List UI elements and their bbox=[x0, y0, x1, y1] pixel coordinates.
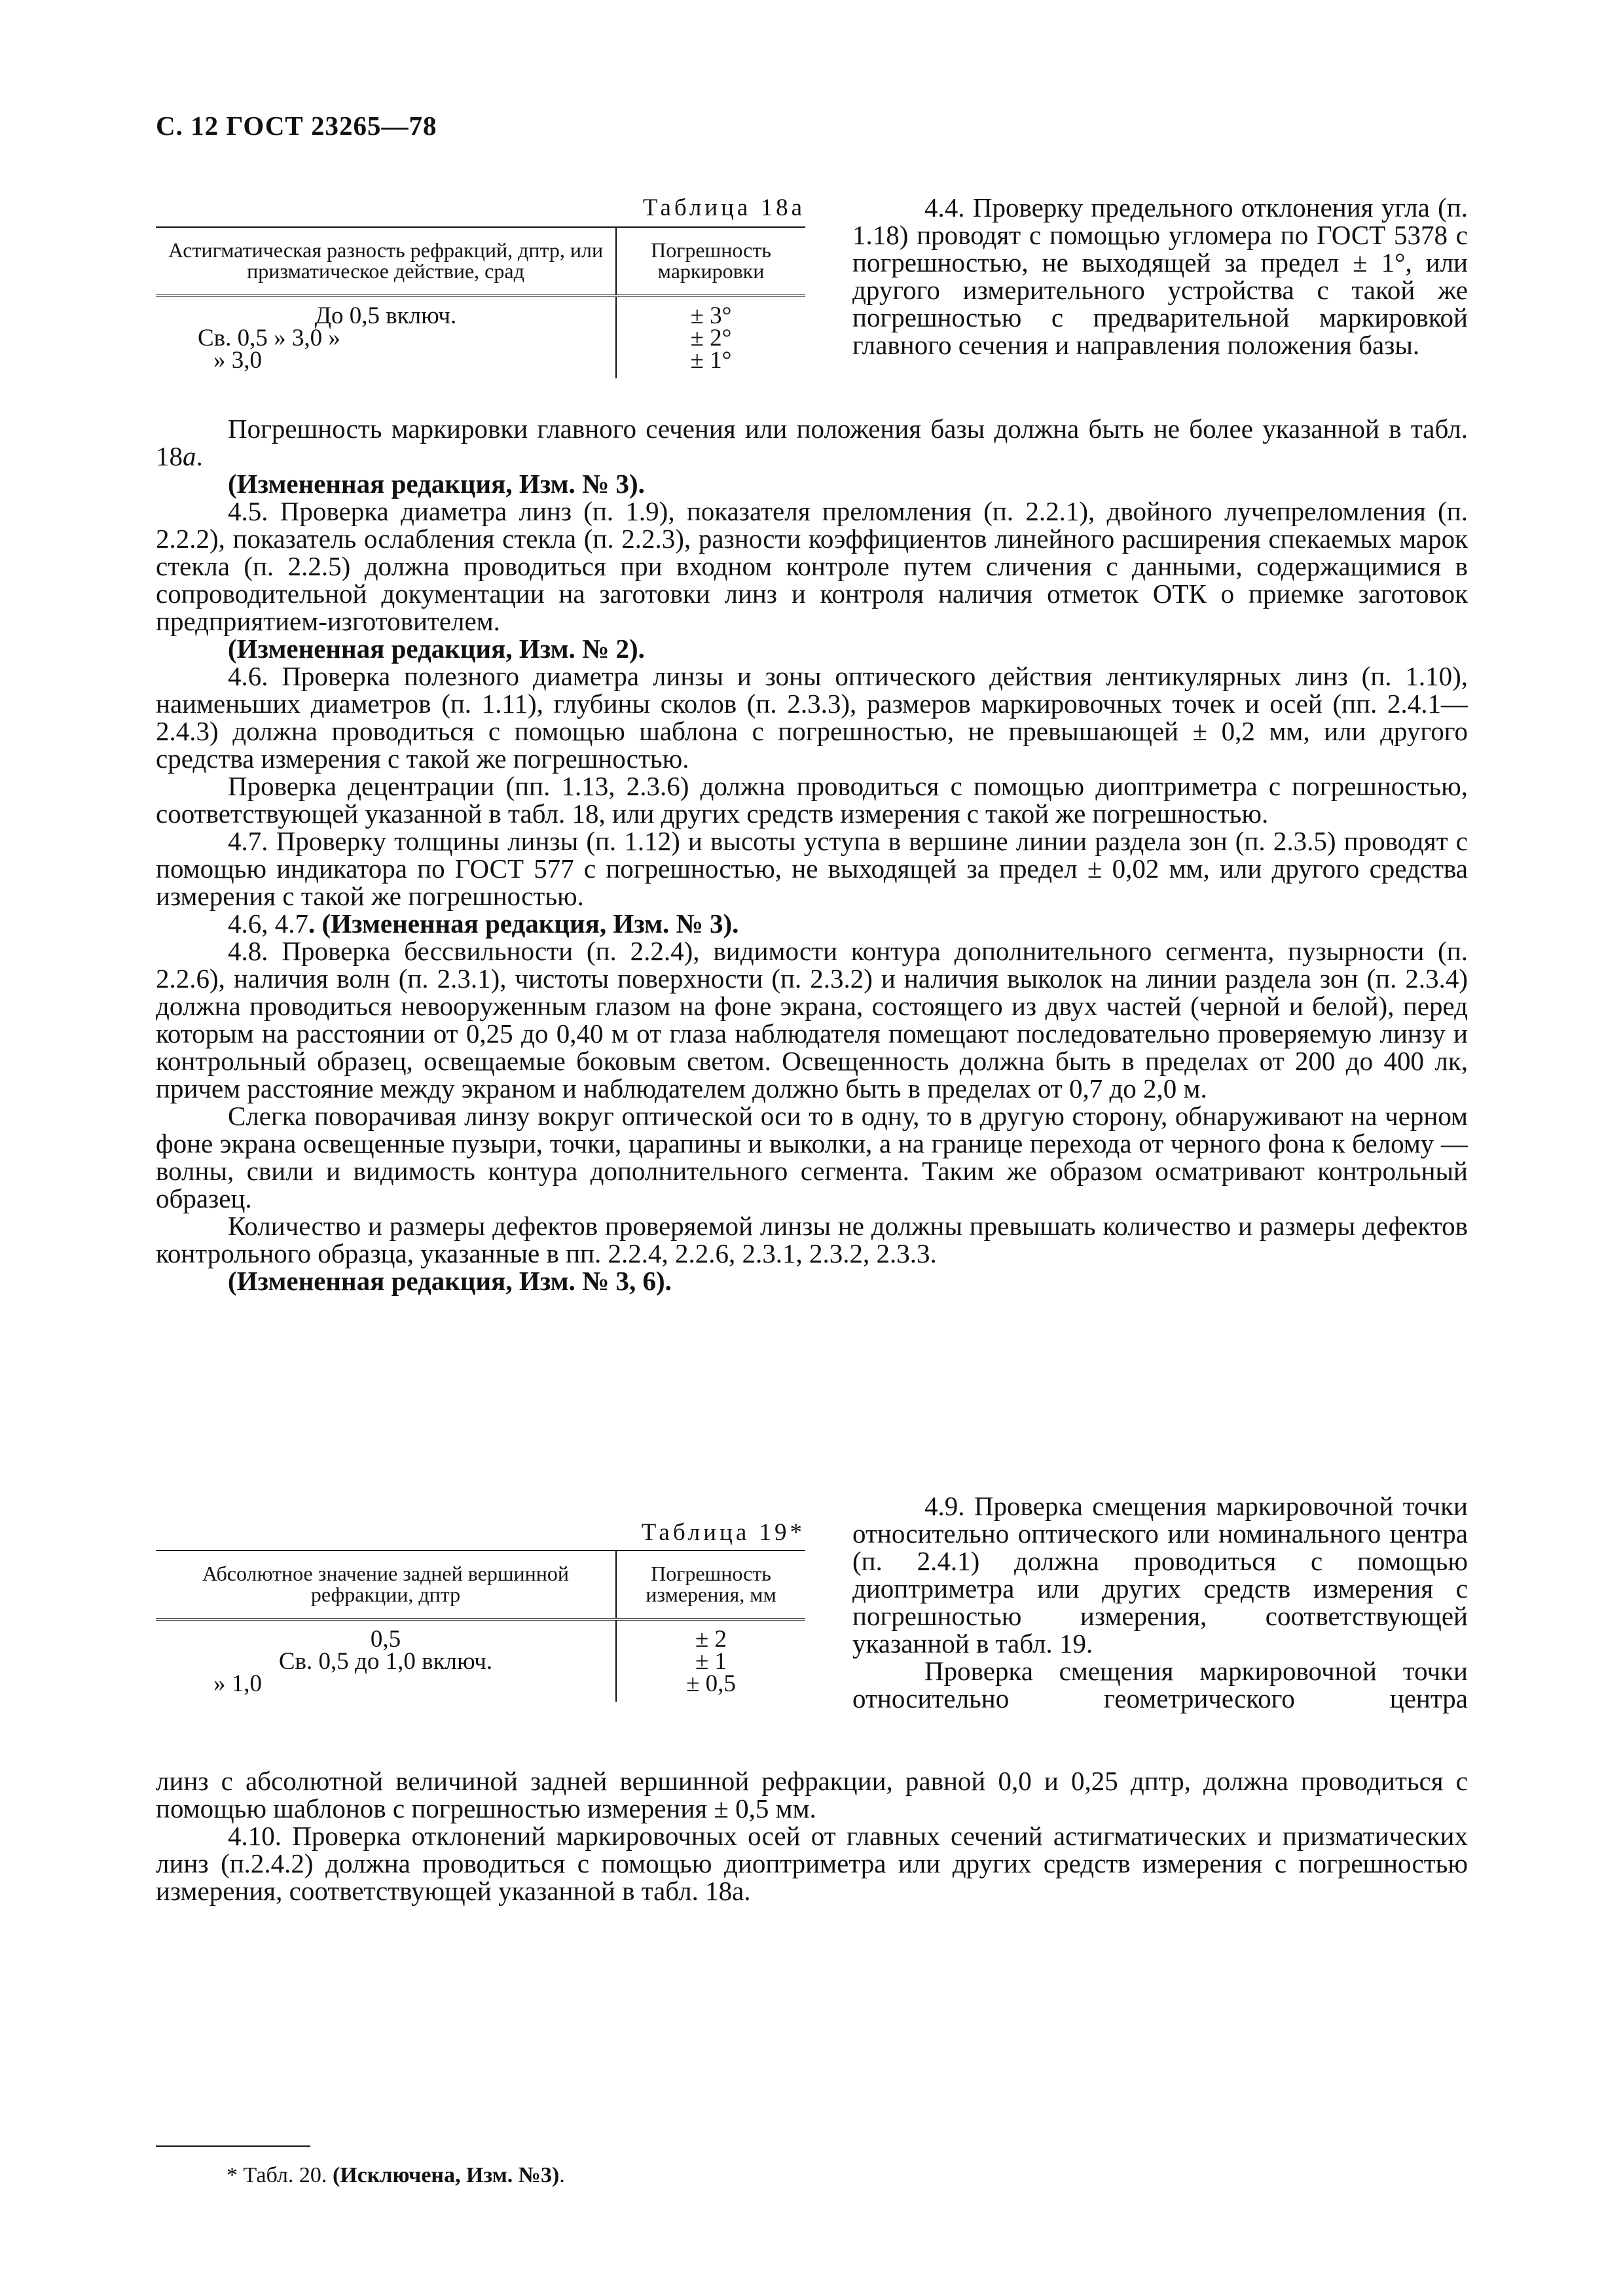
amendment-note bbox=[156, 910, 1468, 937]
table-cell: ± 2° bbox=[690, 325, 732, 351]
text-run: 4.6, 4.7 bbox=[228, 908, 308, 939]
paragraph: Количество и размеры дефектов проверяемой линзы не должны превышать количество и размеры дефектов контрольного образца, указанные в пп. 2.2.4, 2.2.6, 2.3.1, 2.3.2, 2.3.3. bbox=[156, 1211, 1468, 1268]
paragraph: 4.9. Проверка смещения маркировочной точки относительно оптического или номинального центра (п. 2.4.1) должна проводиться с помощью диоптриметра или других средств измерения с погрешностью измерения, соответствующей указанной в табл. 19. bbox=[852, 1491, 1468, 1659]
amendment-note bbox=[156, 635, 1468, 662]
amendment-text: (Измененная редакция, Изм. № 3). bbox=[228, 469, 645, 499]
amendment-text: (Измененная редакция, Изм. № 2). bbox=[228, 634, 645, 664]
footnote-bold: (Исключена, Изм. №3) bbox=[332, 2163, 560, 2187]
text-run: . bbox=[559, 2163, 565, 2187]
section-4-4 bbox=[852, 194, 1468, 359]
paragraph bbox=[156, 415, 1468, 470]
table-row bbox=[156, 1619, 805, 1651]
table-18a-caption: Таблица 18а bbox=[642, 194, 805, 221]
table-19-caption: Таблица 19* bbox=[641, 1519, 805, 1546]
section-4-5: 4.5. Проверка диаметра линз (п. 1.9), показателя преломления (п. 2.2.1), двойного лучепреломления (п. 2.2.2), показатель ослабления стекла (п. 2.2.3), разности коэффициентов линейного расширения спекаемых марок стекла (п. 2.2.5) должна проводиться при входном контроле путем сличения с данными, содержащимися в сопроводительной документации на заготовки линз и контроля наличия отметок ОТК о приемке заготовок предприятием-изготовителем. bbox=[156, 496, 1468, 636]
paragraph: Проверка децентрации (пп. 1.13, 2.3.6) должна проводиться с помощью диоптриметра с погрешностью, соответствующей указанной в табл. 18, или других средств измерения с такой же погрешностью. bbox=[156, 771, 1468, 829]
table-cell: ± 3° bbox=[690, 302, 732, 329]
table-cell: Св. 0,5 до 1,0 включ. bbox=[156, 1651, 616, 1673]
main-text-block-2 bbox=[156, 1767, 1468, 1905]
table-cell: 0,5 bbox=[156, 1619, 616, 1651]
main-text-block bbox=[156, 415, 1468, 1295]
footnote-divider bbox=[156, 2145, 310, 2147]
table-cell: » 3,0 bbox=[156, 350, 616, 378]
table-row bbox=[156, 296, 805, 327]
table-cell: ± 1 bbox=[695, 1648, 727, 1675]
table-row bbox=[156, 327, 805, 350]
table-cell: До 0,5 включ. bbox=[156, 296, 616, 327]
table-row bbox=[156, 1651, 805, 1673]
paragraph: 4.4. Проверку предельного отклонения угла (п. 1.18) проводят с помощью угломера по ГОСТ 5378 с погрешностью, не выходящей за предел ± 1°, или другого измерительного устройства с такой же погрешностью с предварительной маркировкой главного сечения и направления положения базы. bbox=[852, 192, 1468, 360]
text-run: Погрешность маркировки главного сечения или положения базы должна быть не более указанной в табл. 18 bbox=[156, 414, 1468, 471]
paragraph: Проверка смещения маркировочной точки относительно геометрического центра bbox=[852, 1656, 1468, 1713]
table-19 bbox=[156, 1550, 805, 1702]
table-cell: ± 1° bbox=[690, 347, 732, 374]
section-4-6: 4.6. Проверка полезного диаметра линзы и зоны оптического действия лентикулярных линз (п. 1.10), наименьших диаметров (п. 1.11), глубины сколов (п. 2.3.3), размеров маркировочных точек и осей (пп. 2.4.1—2.4.3) должна проводиться с помощью шаблона с погрешностью, не превышающей ± 0,2 мм, или другого средства измерения с такой же погрешностью. bbox=[156, 661, 1468, 774]
section-4-9 bbox=[852, 1492, 1468, 1712]
text-run: а bbox=[183, 441, 196, 471]
amendment-note bbox=[156, 470, 1468, 497]
amendment-note bbox=[156, 1267, 1468, 1295]
amendment-text: . (Измененная редакция, Изм. № 3). bbox=[308, 908, 739, 939]
table-18a-header-col1: Астигматическая разность рефракций, дптр, или призматическое действие, срад bbox=[156, 227, 616, 296]
table-cell: ± 0,5 bbox=[686, 1670, 736, 1697]
table-row bbox=[156, 350, 805, 378]
paragraph: линз с абсолютной величиной задней вершинной рефракции, равной 0,0 и 0,25 дптр, должна проводиться с помощью шаблонов с погрешностью измерения ± 0,5 мм. bbox=[156, 1766, 1468, 1823]
section-4-8: 4.8. Проверка бессвильности (п. 2.2.4), видимости контура дополнительного сегмента, пузырности (п. 2.2.6), наличия волн (п. 2.3.1), чистоты поверхности (п. 2.3.2) и наличия выколок на линии раздела зон (п. 2.3.4) должна проводиться невооруженным глазом на фоне экрана, состоящего из двух частей (черной и белой), перед которым на расстоянии от 0,25 до 0,40 м от глаза наблюдателя помещают последовательно проверяемую линзу и контрольный образец, освещаемые боковым светом. Освещенность должна быть в пределах от 200 до 400 лк, причем расстояние между экраном и наблюдателем должно быть в пределах от 0,7 до 2,0 м. bbox=[156, 936, 1468, 1103]
section-4-7: 4.7. Проверку толщины линзы (п. 1.12) и высоты уступа в вершине линии раздела зон (п. 2.3.5) проводят с помощью индикатора по ГОСТ 577 с погрешностью, не выходящей за предел ± 0,02 мм, или другого средства измерения с такой же погрешностью. bbox=[156, 826, 1468, 911]
paragraph: Слегка поворачивая линзу вокруг оптической оси то в одну, то в другую сторону, обнаруживают на черном фоне экрана освещенные пузыри, точки, царапины и выколки, а на границе перехода от черного фона к белому — волны, свили и видимость контура дополнительного сегмента. Таким же образом осматривают контрольный образец. bbox=[156, 1101, 1468, 1213]
table-cell: ± 2 bbox=[695, 1626, 727, 1653]
section-4-10: 4.10. Проверка отклонений маркировочных осей от главных сечений астигматических и призматических линз (п.2.4.2) должна проводиться с помощью диоптриметра или других средств измерения с погрешностью измерения, соответствующей указанной в табл. 18а. bbox=[156, 1821, 1468, 1906]
page-header: С. 12 ГОСТ 23265—78 bbox=[156, 111, 437, 141]
table-18a bbox=[156, 226, 805, 378]
table-cell: Св. 0,5 » 3,0 » bbox=[156, 327, 616, 350]
amendment-text: (Измененная редакция, Изм. № 3, 6). bbox=[228, 1266, 672, 1296]
table-18a-header-col2: Погрешность маркировки bbox=[616, 227, 805, 296]
table-cell: » 1,0 bbox=[156, 1673, 616, 1702]
text-run: * Табл. 20. bbox=[227, 2163, 333, 2187]
table-19-header-col1: Абсолютное значение задней вершинной рефракции, дптр bbox=[156, 1551, 616, 1619]
table-19-header-col2: Погрешность измерения, мм bbox=[616, 1551, 805, 1619]
footnote bbox=[227, 2163, 565, 2188]
text-run: . bbox=[196, 441, 203, 471]
table-row bbox=[156, 1673, 805, 1702]
